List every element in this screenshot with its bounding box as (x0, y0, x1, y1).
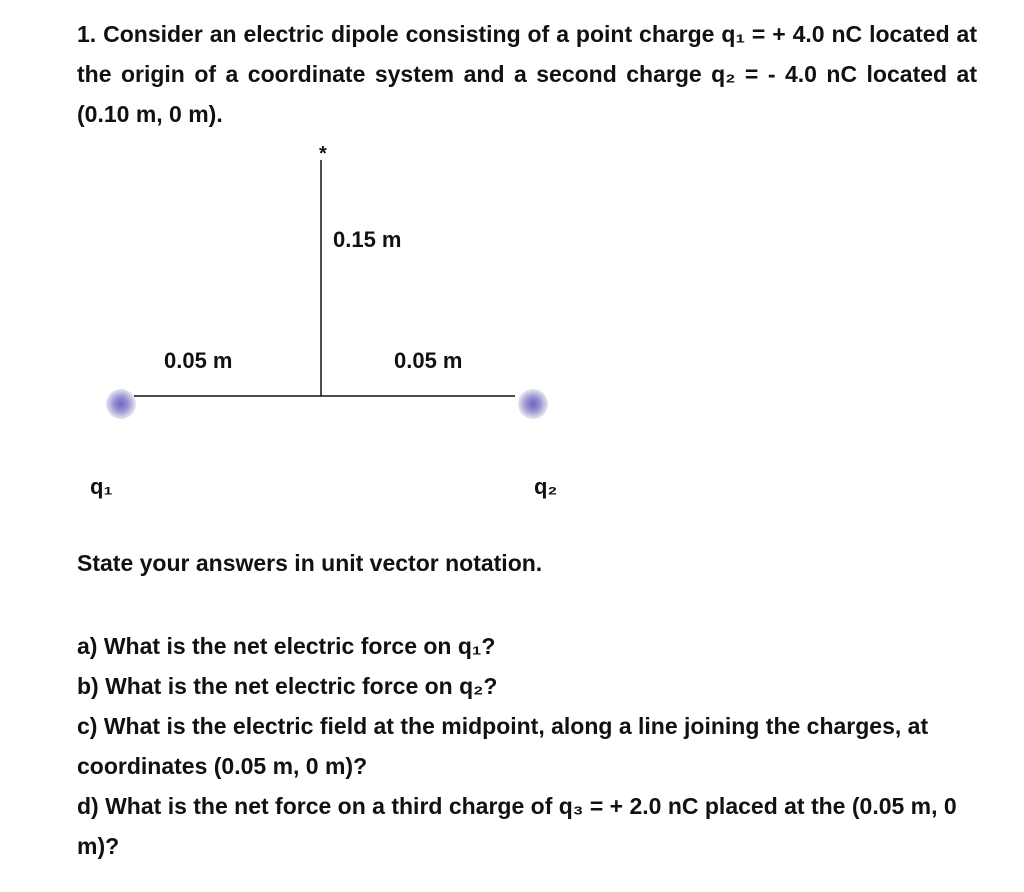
question-c: c) What is the electric field at the midpoint, along a line joining the charges, at coordinates (0.05 m, 0 m)? (77, 713, 929, 779)
problem-statement: 1. Consider an electric dipole consisting of a point charge q₁ = + 4.0 nC located at the origin of a coordinate system and a second charge q₂ = - 4.0 nC located at (0.10 m, 0 m). (77, 21, 977, 127)
instruction-text: State your answers in unit vector notation. (77, 550, 543, 576)
question-list (77, 626, 977, 866)
question-d: d) What is the net force on a third charge of q₃ = + 2.0 nC placed at the (0.05 m, 0 m)? (77, 793, 957, 859)
point-marker: * (319, 143, 327, 165)
question-b: b) What is the net electric force on q₂? (77, 673, 498, 699)
question-a: a) What is the net electric force on q₁? (77, 633, 496, 659)
left-distance-label: 0.05 m (164, 348, 233, 373)
charge-q2 (518, 389, 548, 419)
right-distance-label: 0.05 m (394, 348, 463, 373)
q2-label: q₂ (534, 474, 558, 499)
q1-label: q₁ (90, 474, 113, 499)
charge-q1 (106, 389, 136, 419)
vertical-distance-label: 0.15 m (333, 227, 402, 252)
